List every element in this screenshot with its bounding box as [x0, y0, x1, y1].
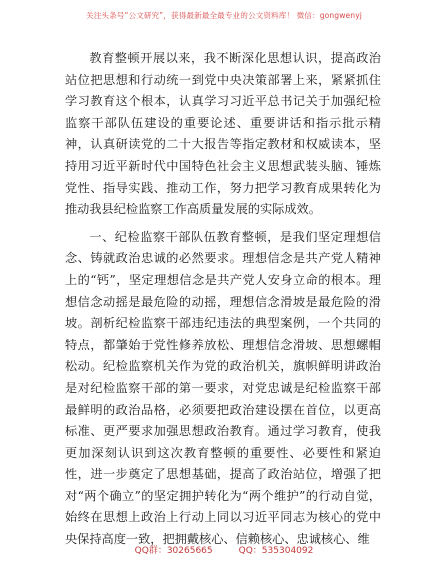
footer-qq: QQ：535304092 [238, 546, 314, 556]
footer-qq-group: QQ群：30265665 [134, 546, 213, 556]
header-promo-note: 关注头条号“公文研究”，获得最新最全最专业的公文资料库！ 微信：gongwenyj [86, 11, 362, 20]
paragraph-intro: 教育整顿开展以来，我不断深化思想认识，提高政治站位把思想和行动统一到党中央决策部署上来，紧紧抓住学习教育这个根本，认真学习习近平总书记关于加强纪检监察干部队伍建设的重要论述、重要讲话和指示批示精神，认真研读党的二十大报告等指定教材和权威读本，坚持用习近平新时代中国特色社会主义思想武装头脑、锤炼党性、指导实践、推动工作，努力把学习教育成果转化为推动我县纪检监察工作高质量发展的实际成效。 [65, 51, 381, 217]
paragraph-section-one: 一、纪检监察干部队伍教育整顿，是我们坚定理想信念、铸就政治忠诚的必然要求。理想信念是共产党人精神上的“钙”，坚定理想信念是共产党人安身立命的根本。理想信念动摇是最危险的动摇，理想信念滑坡是最危险的滑坡。剖析纪检监察干部违纪违法的典型案例，一个共同的特点，都肇始于党性修养放松、理想信念滑坡、思想螺帽松动。纪检监察机关作为党的政治机关，旗帜鲜明讲政治是对纪检监察干部的第一要求，对党忠诚是纪检监察干部最鲜明的政治品格，必须要把政治建设摆在首位，以更高标准、更严要求加强思想政治教育。通过学习教育，使我更加深刻认识到这次教育整顿的重要性、必要性和紧迫性，进一步奠定了思想基础，提高了政治站位，增强了把对“两个确立”的坚定拥护转化为“两个维护”的行动自觉，始终在思想上政治上行动上同以习近平同志为核心的党中央保持高度一致，把拥戴核心、信赖核心、忠诚核心、维 [65, 229, 381, 547]
footer-contact [0, 543, 448, 556]
document-body [65, 48, 381, 557]
